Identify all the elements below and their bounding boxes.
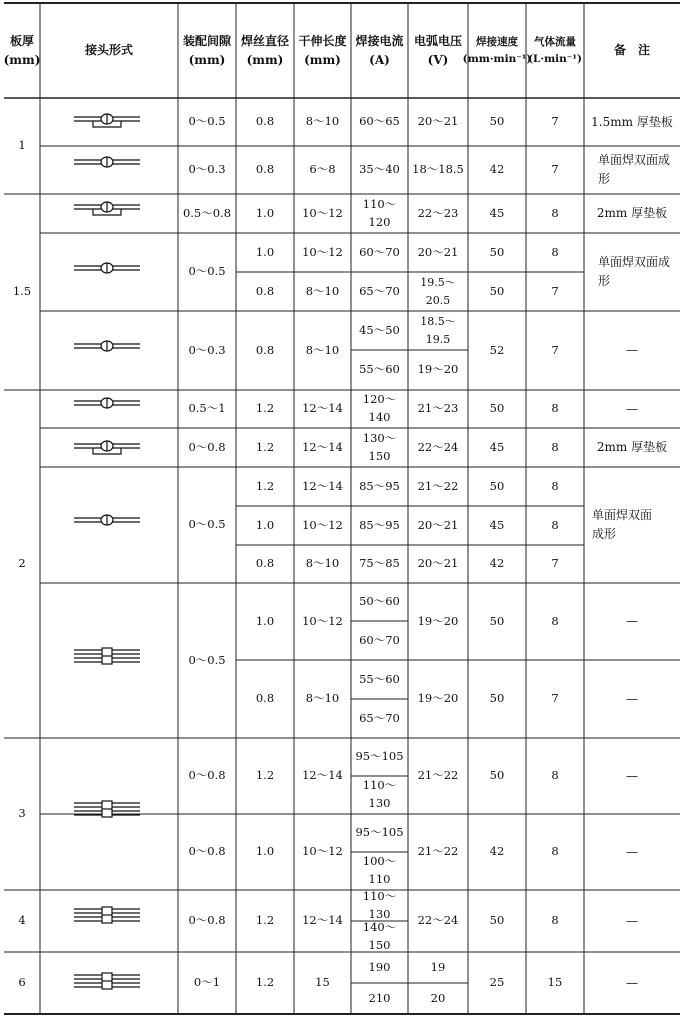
wire-cell: 1.0 [255,613,275,628]
gap-cell: 0～0.5 [188,264,226,279]
stickout-cell: 12～14 [302,439,343,454]
wire-cell: 0.8 [255,114,275,129]
gas-cell: 8 [551,205,559,220]
current-cell: 110～130 [362,778,397,810]
gap-cell: 0～0.5 [188,114,226,129]
gas-cell: 8 [551,244,559,259]
joint-plain-icon [74,515,140,525]
voltage-cell: 20～21 [417,114,459,129]
thickness-cell: 1 [18,138,26,153]
voltage-cell: 18.5～19.5 [420,315,456,346]
joint-tube-icon [74,973,140,989]
gas-cell: 7 [551,162,559,177]
wire-cell: 1.2 [255,913,275,928]
gas-cell: 7 [551,283,559,298]
wire-cell: 1.2 [255,401,275,416]
joint-plain-icon [74,341,140,351]
header-thickness: 板厚 (mm) [3,33,41,67]
current-cell: 60～65 [359,114,400,129]
remark-cell: — [626,844,638,859]
voltage-cell: 19 [430,959,446,974]
header-wire-diameter: 焊丝直径 (mm) [240,33,289,67]
gas-cell: 8 [551,401,559,416]
gas-cell: 7 [551,114,559,129]
voltage-cell: 19～20 [417,613,459,628]
gas-cell: 8 [551,768,559,783]
wire-cell: 0.8 [255,691,275,706]
wire-cell: 1.2 [255,768,275,783]
stickout-cell: 8～10 [305,283,340,298]
header-gas-flow: 气体流量 (L·min⁻¹) [528,36,582,65]
wire-cell: 1.0 [255,205,275,220]
header-speed: 焊接速度 (mm·min⁻¹) [462,36,532,65]
speed-cell: 50 [489,691,505,706]
remark-cell: 1.5mm 厚垫板 [591,114,673,129]
remark-cell: — [626,691,638,706]
voltage-cell: 20～21 [417,517,459,532]
remark-cell: 单面焊双面成 形 [598,153,671,186]
voltage-cell: 22～24 [417,913,459,928]
remark-cell: — [626,768,638,783]
wire-cell: 1.0 [255,844,275,859]
gas-cell: 7 [551,342,559,357]
speed-cell: 50 [489,114,505,129]
voltage-cell: 20～21 [417,244,459,259]
current-cell: 100～110 [362,854,397,886]
stickout-cell: 12～14 [302,913,343,928]
remark-cell: 2mm 厚垫板 [596,206,668,221]
voltage-cell: 20 [430,990,446,1005]
gap-cell: 0.5～0.8 [182,205,232,220]
header-gap: 装配间隙 (mm) [182,33,231,67]
joint-plain-icon [74,157,140,167]
gap-cell: 0～1 [193,975,221,990]
speed-cell: 42 [489,556,505,571]
wire-cell: 0.8 [255,342,275,357]
current-cell: 75～85 [359,556,400,571]
joint-tube-icon [74,907,140,923]
thickness-cell: 3 [18,806,26,821]
speed-cell: 50 [489,283,505,298]
wire-cell: 0.8 [255,556,275,571]
gap-cell: 0～0.5 [188,517,226,532]
current-cell: 65～70 [359,283,400,298]
remark-cell: — [626,343,638,358]
remark-cell: 单面焊双面成 形 [598,255,671,288]
speed-cell: 25 [489,975,505,990]
current-cell: 190 [368,959,391,974]
stickout-cell: 8～10 [305,342,340,357]
gap-cell: 0～0.8 [188,439,226,454]
stickout-cell: 8～10 [305,556,340,571]
joint-plain-icon [74,398,140,408]
voltage-cell: 19.5～20.5 [420,276,456,307]
current-cell: 210 [368,990,391,1005]
header-voltage: 电弧电压 (V) [413,33,462,67]
stickout-cell: 10～12 [302,613,343,628]
current-cell: 110～120 [362,196,397,229]
gas-cell: 7 [551,556,559,571]
gas-cell: 8 [551,844,559,859]
gas-cell: 8 [551,613,559,628]
voltage-cell: 21～23 [417,401,459,416]
speed-cell: 52 [489,342,505,357]
current-cell: 50～60 [359,594,400,609]
voltage-cell: 21～22 [417,844,459,859]
joint-tube-icon [74,648,140,664]
joint-backing-plate-icon [74,114,140,127]
gap-cell: 0.5～1 [188,401,226,416]
current-cell: 95～105 [355,749,404,764]
stickout-cell: 12～14 [302,768,343,783]
current-cell: 55～60 [359,362,400,377]
speed-cell: 45 [489,517,505,532]
stickout-cell: 6～8 [309,162,336,177]
voltage-cell: 22～24 [417,439,459,454]
joint-plain-icon [74,263,140,273]
gap-cell: 0～0.8 [188,913,226,928]
speed-cell: 45 [489,205,505,220]
speed-cell: 50 [489,401,505,416]
speed-cell: 50 [489,478,505,493]
gap-cell: 0～0.3 [188,342,226,357]
voltage-cell: 19～20 [417,362,459,377]
remark-cell: 2mm 厚垫板 [596,440,668,455]
stickout-cell: 10～12 [302,844,343,859]
current-cell: 35～40 [359,162,400,177]
wire-cell: 0.8 [255,162,275,177]
current-cell: 45～50 [359,322,400,337]
speed-cell: 42 [489,162,505,177]
joint-backing-plate-icon [74,202,140,215]
thickness-cell: 2 [18,556,26,571]
voltage-cell: 21～22 [417,768,459,783]
gap-cell: 0～0.8 [188,768,226,783]
gap-cell: 0～0.3 [188,162,226,177]
gas-cell: 8 [551,478,559,493]
gap-cell: 0～0.8 [188,844,226,859]
gas-cell: 8 [551,439,559,454]
voltage-cell: 20～21 [417,556,459,571]
remark-cell: — [626,913,638,928]
current-cell: 60～70 [359,244,400,259]
wire-cell: 1.2 [255,975,275,990]
thickness-cell: 6 [18,975,26,990]
joint-backing-plate-icon [74,441,140,454]
wire-cell: 1.2 [255,478,275,493]
header-remarks: 备 注 [613,43,650,58]
current-cell: 140～150 [362,919,397,952]
current-cell: 110～130 [362,888,397,921]
speed-cell: 50 [489,613,505,628]
speed-cell: 50 [489,768,505,783]
speed-cell: 45 [489,439,505,454]
current-cell: 85～95 [359,517,400,532]
remark-cell: — [626,401,638,416]
speed-cell: 50 [489,913,505,928]
thickness-cell: 1.5 [12,284,32,299]
stickout-cell: 8～10 [305,691,340,706]
stickout-cell: 10～12 [302,244,343,259]
gas-cell: 7 [551,691,559,706]
header-joint-form: 接头形式 [84,43,133,58]
voltage-cell: 18～18.5 [412,162,464,177]
thickness-cell: 4 [18,913,26,928]
header-current: 焊接电流 (A) [355,33,404,67]
voltage-cell: 22～23 [417,205,459,220]
current-cell: 95～105 [355,825,404,840]
remark-cell: — [626,614,638,629]
wire-cell: 1.2 [255,439,275,454]
voltage-cell: 21～22 [417,478,459,493]
stickout-cell: 10～12 [302,517,343,532]
gas-cell: 15 [547,975,563,990]
gas-cell: 8 [551,913,559,928]
speed-cell: 50 [489,244,505,259]
current-cell: 65～70 [359,710,400,725]
remark-cell: 单面焊双面 成形 [592,508,653,541]
wire-cell: 1.0 [255,517,275,532]
header-stickout: 干伸长度 (mm) [298,33,347,67]
speed-cell: 42 [489,844,505,859]
gap-cell: 0～0.5 [188,652,226,667]
current-cell: 60～70 [359,632,400,647]
current-cell: 55～60 [359,671,400,686]
stickout-cell: 10～12 [302,205,343,220]
stickout-cell: 12～14 [302,401,343,416]
stickout-cell: 15 [315,975,330,990]
wire-cell: 0.8 [255,283,275,298]
joint-tube-icon [74,801,140,817]
wire-cell: 1.0 [255,244,275,259]
stickout-cell: 8～10 [305,114,340,129]
current-cell: 130～150 [362,430,397,463]
gas-cell: 8 [551,517,559,532]
voltage-cell: 19～20 [417,691,459,706]
current-cell: 120～140 [362,392,397,424]
current-cell: 85～95 [359,478,400,493]
remark-cell: — [626,975,638,990]
stickout-cell: 12～14 [302,478,343,493]
